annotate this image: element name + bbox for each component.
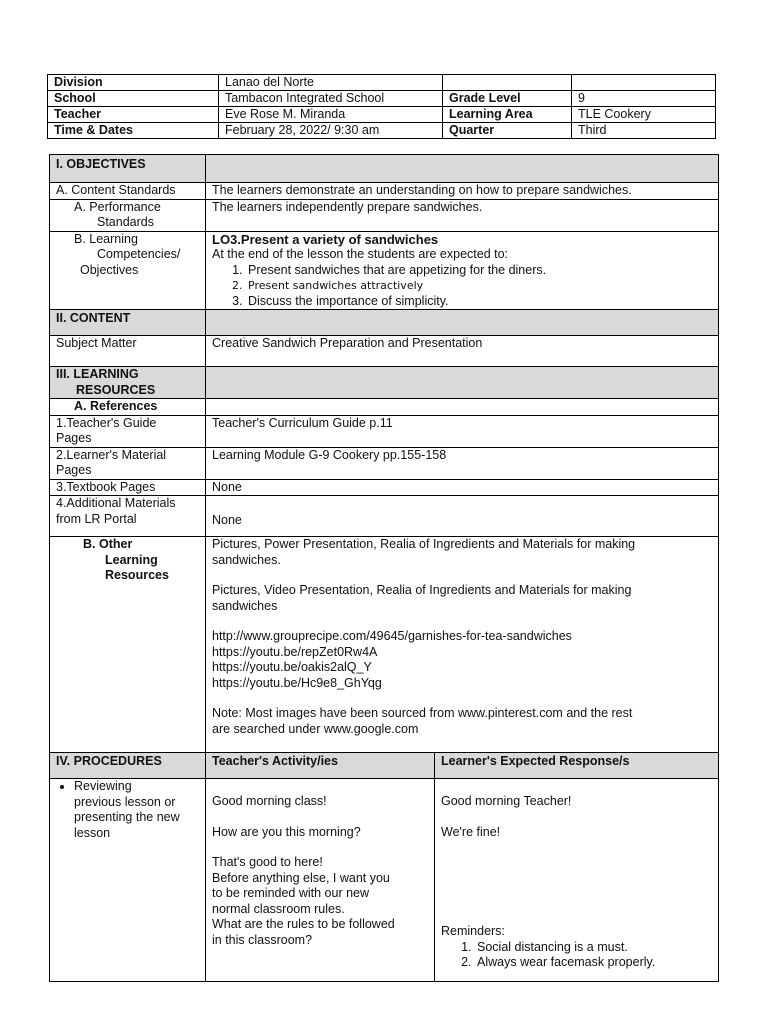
teacher-activity-header: Teacher's Activity/ies [206,753,435,779]
additional-materials-value: None [206,496,719,537]
resource-link[interactable]: http://www.grouprecipe.com/49645/garnishes-for-tea-sandwiches [212,629,572,643]
learners-material-label: 2.Learner's Material Pages [50,447,206,479]
resource-link[interactable]: https://youtu.be/Hc9e8_GhYqg [212,675,382,690]
school-value: Tambacon Integrated School [219,91,443,107]
lo-list [212,263,712,310]
time-dates-label: Time & Dates [48,123,219,139]
school-label: School [48,91,219,107]
learning-area-value: TLE Cookery [572,107,716,123]
header-table [47,74,716,139]
procedures-heading: IV. PROCEDURES [50,753,206,779]
grade-level-value: 9 [572,91,716,107]
references-label: A. References [50,399,206,416]
subject-matter-label: Subject Matter [50,336,206,367]
teachers-guide-label: 1.Teacher's Guide Pages [50,415,206,447]
performance-standards-value: The learners independently prepare sandwiches. [206,199,719,231]
lesson-plan-table [49,154,719,982]
content-heading: II. CONTENT [50,310,206,336]
performance-standards-label: A. Performance Standards [50,199,206,231]
lo-item: 2. Present sandwiches attractively [246,278,712,294]
competencies-value [206,231,719,310]
rule-item: 1. Social distancing is a must. [475,940,712,956]
objectives-heading: I. OBJECTIVES [50,155,206,183]
teacher-value: Eve Rose M. Miranda [219,107,443,123]
rule-item: 2. Always wear facemask properly. [475,955,712,971]
content-standards-label: A. Content Standards [50,183,206,200]
learner-response: Good morning Teacher! We're fine! Reminders: 1. Social distancing is a must. 2. Always wear facemask properly. [435,779,719,982]
division-label: Division [48,75,219,91]
content-standards-value: The learners demonstrate an understanding on how to prepare sandwiches. [206,183,719,200]
other-resources-label: B. Other Learning Resources [50,537,206,753]
lo-item: 3. Discuss the importance of simplicity. [246,294,712,310]
additional-materials-label: 4.Additional Materials from LR Portal [50,496,206,537]
teacher-label: Teacher [48,107,219,123]
time-dates-value: February 28, 2022/ 9:30 am [219,123,443,139]
learners-material-value: Learning Module G-9 Cookery pp.155-158 [206,447,719,479]
learner-response-header: Learner's Expected Response/s [435,753,719,779]
classroom-rules-list [441,940,712,971]
quarter-label: Quarter [443,123,572,139]
lo-intro: At the end of the lesson the students are expected to: [212,247,509,261]
textbook-pages-label: 3.Textbook Pages [50,479,206,496]
quarter-value: Third [572,123,716,139]
teachers-guide-value: Teacher's Curriculum Guide p.11 [206,415,719,447]
sources-note: are searched under www.google.com [212,721,419,736]
learning-area-label: Learning Area [443,107,572,123]
teacher-activity: Good morning class! How are you this morning? That's good to here! Before anything else, I want you to be reminded with our new normal classroom rules. What are the rules to be followed in this classroom? [206,779,435,982]
division-value: Lanao del Norte [219,75,443,91]
resource-link[interactable]: https://youtu.be/oakis2alQ_Y [212,660,372,674]
other-resources-value: Pictures, Power Presentation, Realia of Ingredients and Materials for making sandwiches. Pictures, Video Presentation, Realia of Ingredients and Materials for making sandwiches http://www.grouprecipe.com/49645/garnishes-for-tea-sandwiches https://youtu.be/repZet0Rw4A https://youtu.be/oakis2alQ_Y https://youtu.be/Hc9e8_GhYqg Note: Most images have been sourced from www.pinterest.com and the rest are searched under www.google.com [206,537,719,753]
resources-heading: III. LEARNING RESOURCES [50,367,206,399]
lo-title: LO3.Present a variety of sandwiches [212,231,439,247]
resource-link[interactable]: https://youtu.be/repZet0Rw4A [212,644,378,659]
competencies-label: B. Learning Competencies/ Objectives [50,231,206,310]
procedure-step-label: • Reviewing previous lesson or presenting the new lesson [50,779,206,982]
lo-item: 1. Present sandwiches that are appetizing for the diners. [246,263,712,279]
subject-matter-value: Creative Sandwich Preparation and Presentation [206,336,719,367]
grade-level-label: Grade Level [443,91,572,107]
sources-note: Note: Most images have been sourced from www.pinterest.com and the rest [212,706,633,720]
textbook-pages-value: None [206,479,719,496]
